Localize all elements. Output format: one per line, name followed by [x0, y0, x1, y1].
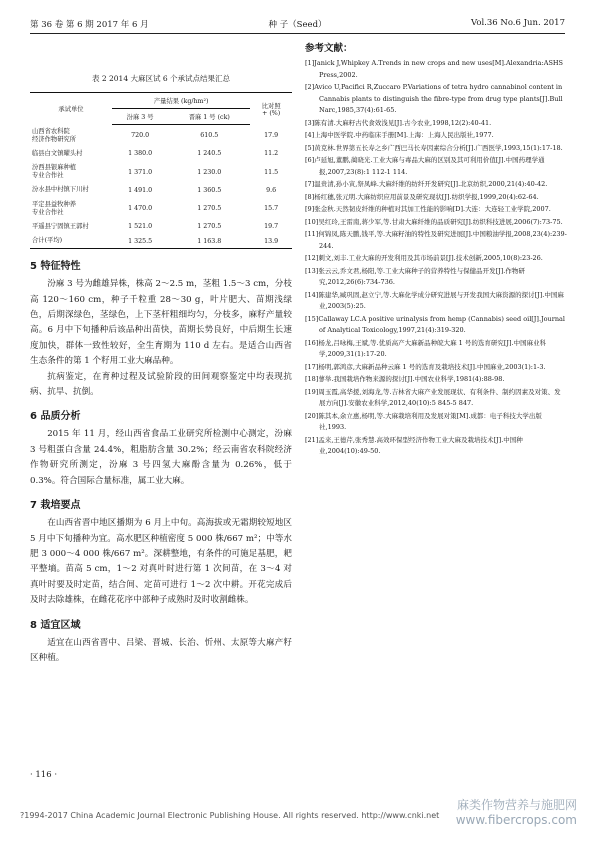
body-paragraph: 2015 年 11 月，经山西省食品工业研究所检测中心测定，汾麻 3 号粗蛋白含量 24.4%，粗脂肪含量 30.2%；经云南省农科院经济作物研究所测定，汾麻 3 号四氢大麻酚含量为 0.26%，低于 0.3%。符合国际合量标准，属工业大麻。: [30, 429, 292, 486]
cell-jinma1: 610.5: [200, 132, 219, 140]
reference-item: [4]上海中医学院.中药临床手册[M].上海：上海人民出版社,1977.: [305, 131, 494, 139]
cell-compare: 9.6: [266, 186, 277, 194]
cell-fenma3: 720.0: [131, 132, 150, 140]
reference-list: [305, 58, 567, 458]
col-header-jinma1: 晋麻 1 号 (ck): [168, 109, 250, 125]
reference-item: [11]何锦凤,陈天鹏,钱平,等.大麻籽油的特性及研究进展[J].中国粮油学报,2008,23(4):239-244.: [305, 230, 567, 250]
copyright-footer: ?1994-2017 China Academic Journal Electronic Publishing House. All rights reserved. http://www.cnki.net: [20, 811, 440, 820]
col-header-fenma3: 汾麻 3 号: [112, 109, 168, 125]
references-heading: 参考文献：: [305, 43, 353, 54]
reference-item: [14]陈建华,臧巩固,赵立宁,等.大麻化学成分研究进展与开发我国大麻资源的探讨[J].中国麻业,2003(5):25.: [305, 290, 564, 310]
table-caption: 表 2 2014 大麻区试 6 个承试点结果汇总: [91, 74, 231, 83]
cell-fenma3: 1 470.0: [128, 205, 153, 213]
header-volume: Vol.36 No.6 Jun. 2017: [470, 18, 565, 28]
header-rule: [30, 33, 565, 34]
cell-unit: 平定县益牧种养 专业合作社: [32, 200, 77, 216]
col-header-compare: 比对照 + (%): [250, 93, 292, 125]
header-journal: 种 子（Seed）: [268, 20, 327, 30]
cell-compare: 15.7: [264, 205, 279, 213]
reference-item: [5]黄克林.世界第五长寿之乡广西巴马长寿因素综合分析[J].广西医学,1993,15(1):17-18.: [305, 143, 563, 152]
reference-item: [3]陈有清.大麻籽古代食效浅见[J].古今农业,1998,12(2):40-41.: [305, 118, 492, 127]
table-row: [30, 183, 292, 197]
cell-compare: 13.9: [250, 234, 292, 249]
col-header-yield: 产量结果 (kg/hm²): [112, 93, 250, 109]
body-paragraph: 汾麻 3 号为雌雄异株，株高 2～2.5 m，茎粗 1.5～3 cm，分枝高 120～160 cm，种子千粒重 28～30 g，叶片肥大、苗期浅绿色，后期深绿色，茎绿色，上下茎杆粗细均匀，分枝多，麻籽产量较高。6 月中下旬播种后该品种出苗快，苗期长势良好，中后期生长速度加快，群体一致性较好，全生育期为 110 d 左右。是适合山西省生态条件的第 1 个籽用工业大麻品种。: [30, 279, 292, 367]
reference-item: [2]Avico U,Pacifici R,Zuccaro P.Variations of tetra hydro cannabinol content in Cannabis plants to distinguish the fibre-type from drug type plants[J].Bull Narc,1985,37(4):61-65.: [305, 83, 563, 114]
cell-unit: 汾水县中村镇下川村: [32, 186, 89, 194]
table-row: [30, 198, 292, 220]
reference-item: [20]陈其本,余立惠,杨明,等.大麻栽培利用及发展对策[M].成都：电子科技大学出版社,1993.: [305, 411, 542, 431]
body-paragraph: 抗病鉴定，在育种过程及试验阶段的田间观察鉴定中均表现抗病、抗旱、抗倒。: [30, 371, 292, 398]
reference-item: [12]刺文,刘丰.工业大麻的开发利用及其市场前景[J].技术创新,2005,10(8):23-26.: [305, 254, 543, 262]
cell-compare: 11.5: [264, 168, 279, 176]
cell-jinma1: 1 270.5: [197, 205, 222, 213]
page-number: · 116 ·: [30, 770, 58, 780]
body-sections: [30, 257, 292, 666]
cell-jinma1: 1 270.5: [197, 223, 222, 231]
cell-jinma1: 1 230.0: [197, 168, 222, 176]
cell-jinma1: 1 360.5: [197, 186, 222, 194]
reference-item: [18]蓼举.我国栽培作物来源的探讨[J].中国农业科学,1981(4):88-98.: [305, 375, 505, 383]
cell-fenma3: 1 325.5: [112, 234, 168, 249]
table-row: [30, 125, 292, 147]
cell-fenma3: 1 521.0: [128, 223, 153, 231]
cell-jinma1: 1 240.5: [197, 150, 222, 158]
body-paragraph: 在山西省晋中地区播期为 6 月上中旬。高海拔或无霜期较短地区 5 月中下旬播种为宜。高水肥区种植密度 5 000 株/667 m²；中等水肥 3 000～4 000 株/667 m²。深耕整地，有条件的可施足基肥，耙平整墒。苗高 5 cm，1～2 对真叶时进行第 1 次间苗，在 3～4 对真叶时要及时定苗，结合间、定苗可进行 1～2 次中耕。开花完成后及时去除雄株，在雌花花序中部种子成熟时及时收割雌株。: [30, 518, 292, 606]
trial-results-table: [30, 92, 292, 249]
reference-item: [8]杨红穗,张元明.大麻纺织应用前景及研究现状[J].纺织学报,1999,20(4):62-64.: [305, 192, 539, 201]
reference-item: [13]张云云,乔文君,杨阳,等.工业大麻种子的营养特性与保健品开发[J].作物研究,2012,26(6):734-736.: [305, 266, 525, 286]
reference-item: [6]卢延旭,董鹏,蔺晓光.工业大麻与毒品大麻的区别及其可利用价值[J].中国药理学通报,2007,23(8):1 112-1 114.: [305, 156, 545, 176]
watermark: 麻类作物营养与施肥网 www.fibercrops.com: [455, 798, 577, 827]
cell-unit: 汾西县银麻种植 专业合作社: [32, 164, 77, 180]
cell-compare: 11.2: [264, 150, 279, 158]
reference-item: [7]温贵清,孙小寅,祭凤峰.大麻纤维的纺纤开发研究[J].北京纺织,2000,21(4):40-42.: [305, 180, 548, 188]
cell-unit: 山西省农科院 经济作物研究所: [32, 127, 77, 143]
reference-item: [16]杨龙,吕咏梅,王斌,等.优质高产大麻新品种皖大麻 1 号的选育研究[J].中国麻业科学,2009,31(1):17-20.: [305, 338, 547, 358]
section-heading: 6 品质分析: [30, 411, 81, 423]
cell-fenma3: 1 371.0: [128, 168, 153, 176]
running-header: [30, 18, 565, 34]
reference-item: [1]Janick J,Whipkey A.Trends in new crops and new uses[M].Alexandria:ASHS Press,2002.: [305, 59, 564, 79]
cell-jinma1: 1 163.8: [168, 234, 250, 249]
cell-fenma3: 1 380.0: [128, 150, 153, 158]
cell-unit: 临县白文镇曜头村: [32, 149, 83, 157]
header-issue: 第 36 卷 第 6 期 2017 年 6 月: [30, 20, 149, 30]
section-heading: 5 特征特性: [30, 261, 81, 273]
reference-item: [19]周玉霞,高华援,刘海龙,等.吉林省大麻产业发展现状、有利条件、制约因素及对策、发展方向[J].安徽农业科学,2012,40(10):5 845-5 847.: [305, 387, 561, 407]
table-row: [30, 161, 292, 183]
table-row: [30, 220, 292, 234]
reference-item: [10]吴红玲,王雷南,蒋少军,等.甘肃大麻纤维的品质研究[J].纺织科技进展,2006(7):73-75.: [305, 217, 563, 226]
reference-item: [15]Callaway LC.A positive urinalysis from hemp (Cannabis) seed oil[J].Journal of Analytical Toxicology,1997,21(4):319-320.: [305, 314, 565, 334]
col-header-unit: 承试单位: [30, 93, 112, 125]
right-column: [305, 40, 567, 459]
reference-item: [9]张金秋.天然韧皮纤维的种植对其加工性能的影响[D].大连：大连轻工业学院,2007.: [305, 205, 551, 213]
cell-unit: 平遥县宁固镇王郭村: [32, 222, 89, 230]
table-row: [30, 147, 292, 161]
body-paragraph: 适宜在山西省晋中、吕梁、晋城、长治、忻州、太原等大麻产籽区种植。: [30, 637, 292, 663]
reference-item: [21]孟来,王德芹,张秀慧.高效环保型经济作物工业大麻及栽培技术[J].中国种业,2004(10):49-50.: [305, 435, 523, 455]
cell-fenma3: 1 491.0: [128, 186, 153, 194]
reference-item: [17]杨明,郭鸿彦,大麻新品种云麻 1 号的选育及栽培技术[J].中国麻业,2003(1):1-3.: [305, 362, 546, 371]
section-heading: 7 栽培要点: [30, 500, 81, 512]
cell-unit: 合计(平均): [30, 234, 112, 249]
left-column: [30, 40, 292, 666]
cell-compare: 19.7: [264, 223, 279, 231]
table-row: [30, 234, 292, 249]
section-heading: 8 适宜区域: [30, 619, 81, 631]
cell-compare: 17.9: [264, 132, 279, 140]
